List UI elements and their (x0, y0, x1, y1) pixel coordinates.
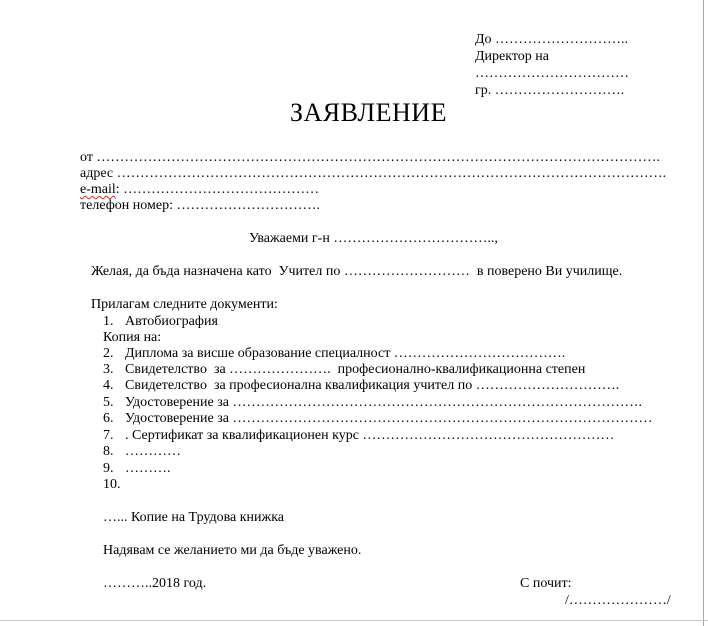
attachment-item-1: 1. Автобиография (103, 314, 218, 329)
attachment-item-4: 4. Свидетелство за професионална квалификация учител по …………………………. (103, 378, 620, 393)
signature-line: /…………………/ (565, 593, 671, 608)
header-school-line: …………………………… (475, 66, 629, 81)
labor-book-copy: …... Копие на Трудова книжка (103, 510, 285, 525)
body-text: Желая, да бъда назначена като Учител по ……………………… в поверено Ви училище. (91, 264, 623, 279)
attachment-item-5: 5. Удостоверение за ……………………………………………………………………………. (103, 395, 642, 410)
page-frame-right (703, 0, 704, 626)
attachment-item-7: 7. . Сертификат за квалификационен курс ……………………………………………… (103, 428, 615, 443)
sender-from: от …………………………………………………………………………………………………………. (80, 150, 660, 165)
date-line: ………..2018 год. (103, 576, 207, 591)
sender-phone: телефон номер: …………………………. (80, 198, 320, 213)
attachment-item-9: 9. ………. (103, 461, 171, 476)
copies-label: Копия на: (103, 330, 162, 345)
sender-address: адрес ………………………………………………………………………………………………………. (80, 166, 667, 181)
attachment-item-8: 8. ………… (103, 444, 181, 459)
attachment-item-6: 6. Удостоверение за ……………………………………………………………………………… (103, 411, 653, 426)
attachments-intro: Прилагам следните документи: (91, 297, 278, 312)
email-value: : …………………………………… (115, 182, 320, 197)
attachment-item-10: 10. (103, 477, 121, 492)
header-to: До ……………………….. (475, 32, 629, 47)
salutation: Уважаеми г-н …………………………….., (249, 231, 498, 246)
email-label: e-mail (80, 182, 116, 197)
closing-sentence: Надявам се желанието ми да бъде уважено. (103, 543, 362, 558)
header-city: гр. ………………………. (475, 83, 625, 98)
attachment-item-2: 2. Диплома за висше образование специалност ………………………………. (103, 346, 566, 361)
header-director: Директор на (475, 49, 550, 64)
regards-label: С почит: (520, 576, 572, 591)
attachment-item-3: 3. Свидетелство за …………………. професионално-квалификационна степен (103, 362, 586, 377)
page-frame-bottom (0, 620, 708, 621)
sender-email (80, 182, 319, 198)
document-title: ЗАЯВЛЕНИЕ (290, 98, 447, 127)
